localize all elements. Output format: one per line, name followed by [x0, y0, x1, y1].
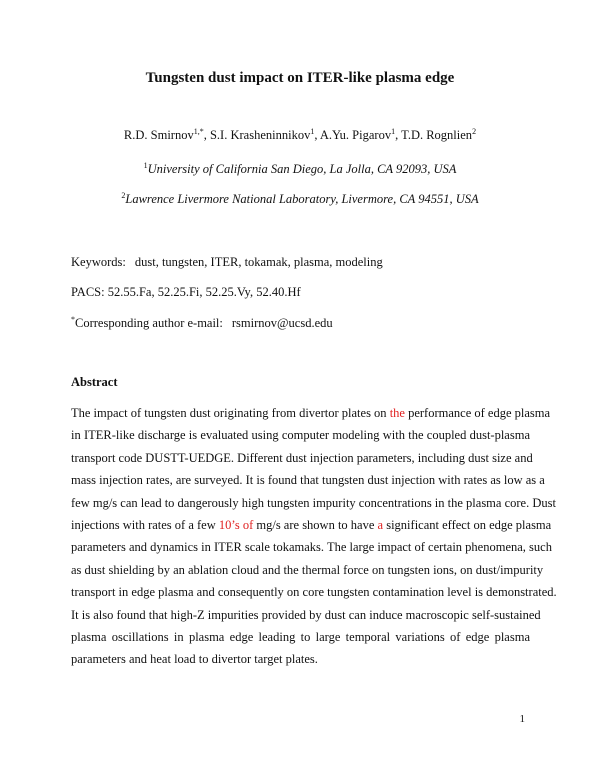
abstract-text: significant effect on edge plasma	[383, 517, 552, 532]
highlighted-text: the	[389, 406, 405, 420]
abstract-heading: Abstract	[71, 375, 118, 389]
abstract-line	[71, 514, 552, 536]
abstract-body	[71, 402, 557, 671]
affiliation-1: $^1$University of California San Diego, La Jolla, CA 92093, USA	[143, 161, 457, 176]
author-email: rsmirnov@ucsd.edu	[231, 316, 333, 330]
abstract-line	[71, 604, 541, 626]
abstract-line	[71, 626, 530, 648]
abstract-text: as dust shielding by an ablation cloud and the thermal force on tungsten ions, on dust/impurity	[71, 562, 544, 577]
abstract-text: parameters and dynamics in ITER scale tokamaks. The large impact of certain phenomena, such	[71, 540, 552, 555]
abstract-text: mass injection rates, are surveyed. It is found that tungsten dust injection with rates as low as a	[71, 473, 545, 488]
abstract-text: mg/s are shown to have	[253, 517, 378, 532]
paper-title: Tungsten dust impact on ITER-like plasma edge	[145, 70, 455, 86]
author: S.I. Krasheninnikov$^1$,	[209, 127, 320, 142]
abstract-line	[71, 447, 533, 469]
keywords: Keywords: dust, tungsten, ITER, tokamak, plasma, modeling	[71, 255, 383, 269]
author: A.Yu. Pigarov$^1$,	[319, 127, 402, 142]
affiliation-2: $^2$Lawrence Livermore National Laboratory, Livermore, CA 94551, USA	[121, 191, 479, 206]
abstract-text: transport in edge plasma and consequently on core tungsten contamination level is demonstrated.	[71, 585, 557, 600]
abstract-line	[71, 402, 551, 424]
pacs-codes: PACS: 52.55.Fa, 52.25.Fi, 52.25.Vy, 52.40.Hf	[71, 285, 301, 299]
abstract-line	[71, 648, 530, 670]
abstract-line	[71, 581, 557, 603]
corresponding-author: *Corresponding author e-mail: rsmirnov@ucsd.edu	[71, 315, 333, 330]
abstract-text: plasma oscillations in plasma edge leading to large temporal variations of edge plasma	[71, 629, 530, 644]
abstract-line	[71, 424, 530, 446]
author-list	[0, 128, 600, 143]
abstract-line	[71, 469, 545, 491]
abstract-text: performance of edge plasma	[404, 406, 551, 420]
author: T.D. Rognlien$^2$	[401, 127, 477, 142]
abstract-text: injections with rates of a few	[71, 517, 219, 532]
abstract-line	[71, 492, 556, 514]
author: R.D. Smirnov$^{1,*}$,	[123, 127, 210, 142]
abstract-text: The impact of tungsten dust originating from divertor plates on	[71, 406, 390, 420]
highlighted-text: 10’s of	[218, 517, 254, 532]
abstract-line	[71, 536, 552, 558]
abstract-text: transport code DUSTT-UEDGE. Different dust injection parameters, including dust size and	[71, 450, 533, 465]
page-number: 1	[519, 713, 525, 725]
abstract-text: few mg/s can lead to dangerously high tungsten impurity concentrations in the plasma core. Dust	[71, 495, 556, 510]
abstract-text: parameters and heat load to divertor target plates.	[71, 652, 318, 667]
abstract-line	[71, 559, 544, 581]
abstract-text: in ITER-like discharge is evaluated using computer modeling with the coupled dust-plasma	[71, 428, 530, 443]
abstract-text: It is also found that high-Z impurities provided by dust can induce macroscopic self-sustained	[71, 607, 541, 622]
highlighted-text: a	[377, 517, 384, 532]
